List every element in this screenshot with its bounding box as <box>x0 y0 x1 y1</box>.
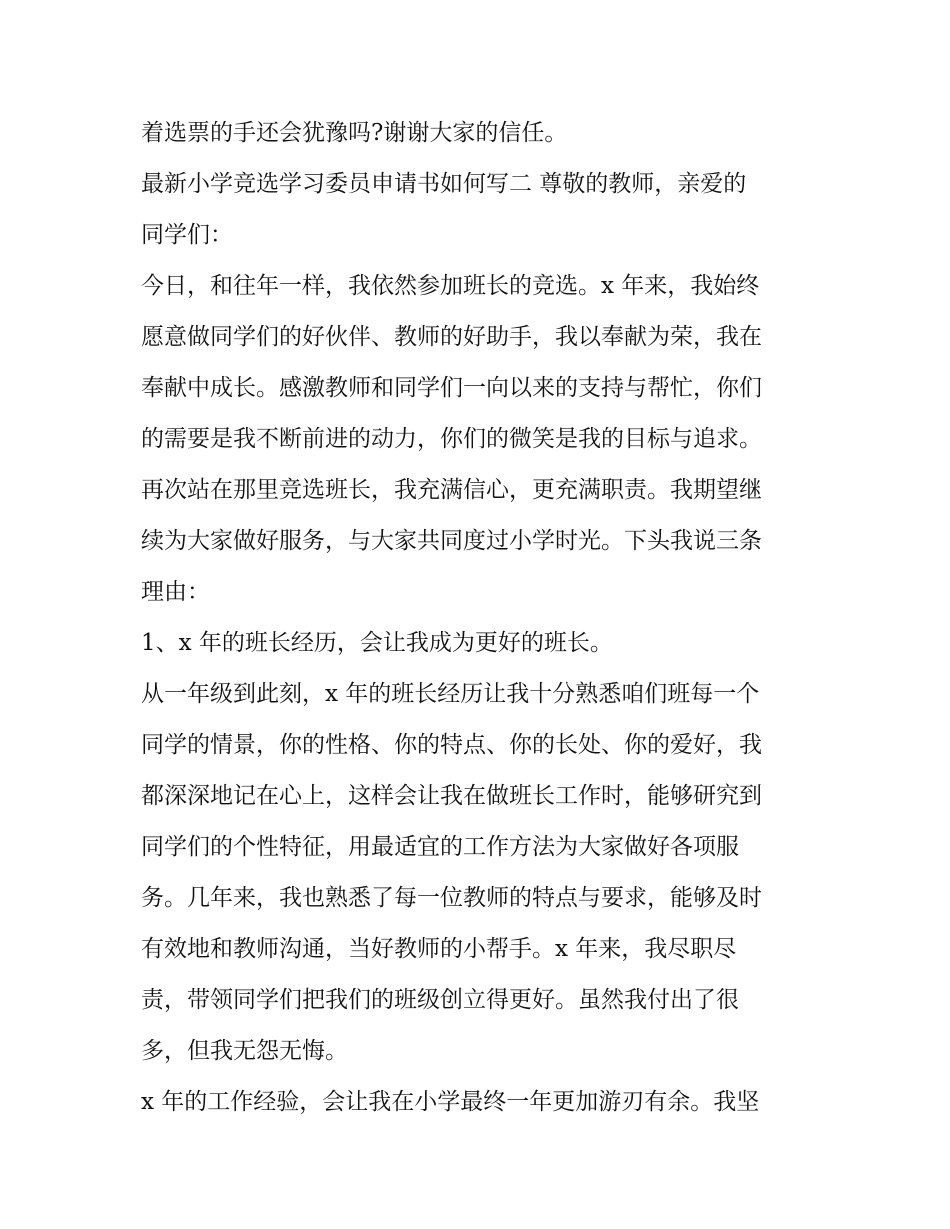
text-line: 务。几年来，我也熟悉了每一位教师的特点与要求，能够及时 <box>141 885 762 911</box>
text-line: 奉献中成长。感激教师和同学们一向以来的支持与帮忙，你们 <box>141 375 762 401</box>
document-body <box>141 108 821 1128</box>
text-line: 最新小学竞选学习委员申请书如何写二 尊敬的教师，亲爱的 <box>141 171 747 197</box>
text-line: 同学们的个性特征，用最适宜的工作方法为大家做好各项服 <box>141 834 739 860</box>
text-line: 再次站在那里竞选班长，我充满信心，更充满职责。我期望继 <box>141 477 762 503</box>
text-line: 同学的情景，你的性格、你的特点、你的长处、你的爱好，我 <box>141 732 762 758</box>
text-line: 从一年级到此刻，x 年的班长经历让我十分熟悉咱们班每一个 <box>141 681 760 707</box>
text-line: 1、x 年的班长经历，会让我成为更好的班长。 <box>141 630 613 656</box>
text-line: 今日，和往年一样，我依然参加班长的竞选。x 年来，我始终 <box>141 273 760 299</box>
text-line: 责，带领同学们把我们的班级创立得更好。虽然我付出了很 <box>141 987 739 1013</box>
text-line: 理由： <box>141 579 210 605</box>
text-line: 多，但我无怨无悔。 <box>141 1038 348 1064</box>
text-line: 有效地和教师沟通，当好教师的小帮手。x 年来，我尽职尽 <box>141 936 737 962</box>
text-line: 愿意做同学们的好伙伴、教师的好助手，我以奉献为荣，我在 <box>141 324 762 350</box>
text-line: x 年的工作经验，会让我在小学最终一年更加游刃有余。我坚 <box>141 1089 760 1115</box>
text-line: 的需要是我不断前进的动力，你们的微笑是我的目标与追求。 <box>141 426 762 452</box>
text-line: 同学们： <box>141 222 233 248</box>
text-line: 都深深地记在心上，这样会让我在做班长工作时，能够研究到 <box>141 783 762 809</box>
text-line: 着选票的手还会犹豫吗?谢谢大家的信任。 <box>141 120 568 146</box>
text-line: 续为大家做好服务，与大家共同度过小学时光。下头我说三条 <box>141 528 762 554</box>
